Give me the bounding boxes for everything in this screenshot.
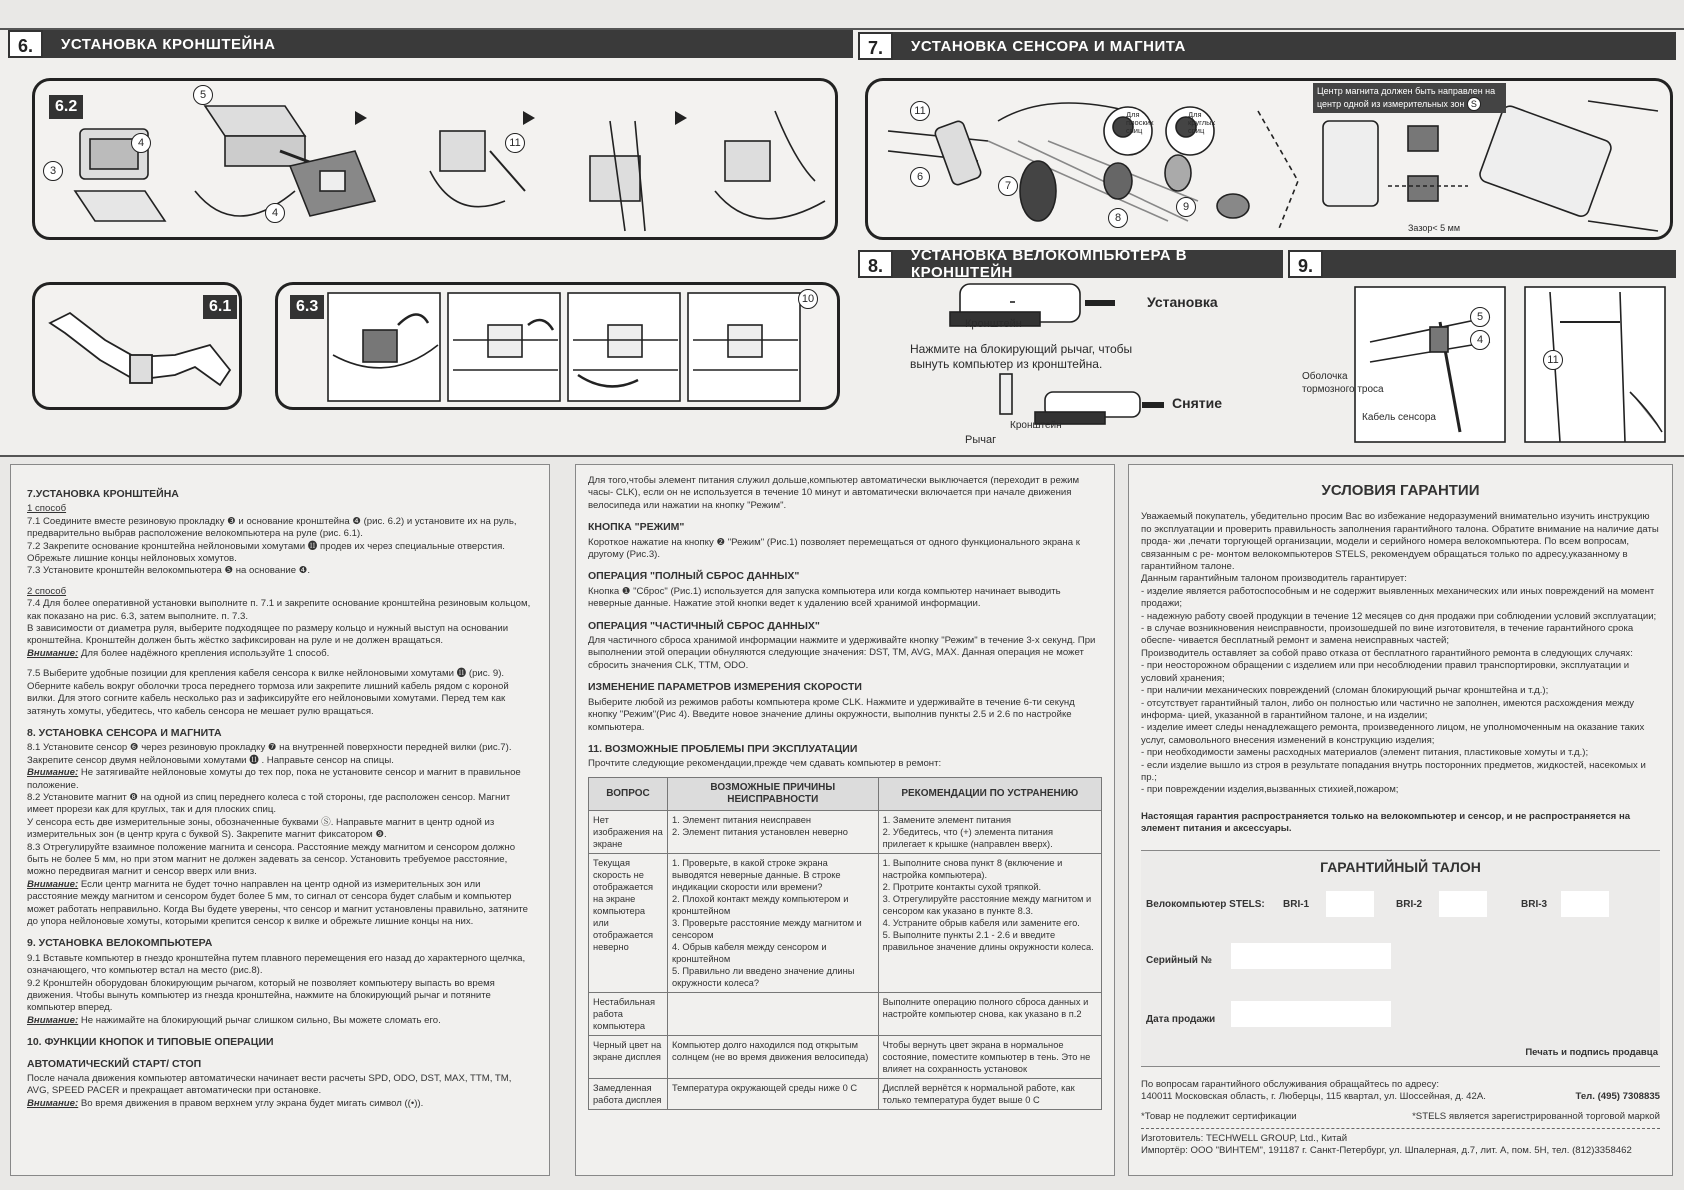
callout-11: 11 [1543,350,1563,370]
warranty-condition: - в случае возникновения неисправности, произошедшей по вине изготовителя, в течение гарантийного срока обеспе- чивается бесплатный ремонт и замена неисправных частей; [1141,623,1634,647]
section-heading: ОПЕРАЦИЯ "ПОЛНЫЙ СБРОС ДАННЫХ" [588,570,800,583]
figure-8-area [860,282,1280,450]
cert-line [1141,1111,1660,1123]
callout-8: 8 [1108,208,1128,228]
paragraph: Короткое нажатие на кнопку ❷ "Режим" (Рис.1) позволяет перемещаться от одного функционального экрана к другому (Рис.3). [588,536,1080,561]
remove-arrow-icon [1142,402,1164,408]
lever-label: Рычаг [965,434,997,446]
importer: Импортёр: ООО "ВИНТЕМ", 191187 г. Санкт-Петербург, ул. Шпалерная, д.7, лит. А, пом. 5Н, тел. (812)3358462 [1141,1145,1632,1157]
section-number: 6. [8,30,43,58]
warranty-condition: Данным гарантийным талоном производитель гарантирует: [1141,573,1407,585]
table-row [589,810,1102,853]
warranty-title: УСЛОВИЯ ГАРАНТИИ [1321,482,1480,499]
warranty-condition: - при необходимости замены расходных материалов (элемент питания, пластиковые хомуты и т.д.); [1141,747,1589,759]
section-heading: 10. ФУНКЦИИ КНОПОК И ТИПОВЫЕ ОПЕРАЦИИ [27,1036,274,1049]
paragraph: В зависимости от диаметра руля, выберите подходящее по размеру кольцо и нужный выступ на основании кронштейна. Кронштейн должен быть жёстко зафиксирован на руле и не должен вращаться. [27,623,509,647]
magnet-center-text: Центр магнита должен быть направлен на центр одной из измерительных зон [1317,86,1496,109]
section-heading: 9. УСТАНОВКА ВЕЛОКОМПЬЮТЕРА [27,937,213,950]
callout-10: 10 [798,289,818,309]
warranty-conditions [1141,573,1660,796]
gap-label: Зазор< 5 мм [1408,223,1461,233]
section-number: 7. [858,32,893,60]
paragraph: 2 способ [27,585,67,597]
warning-text: Не затягивайте нейлоновые хомуты до тех пор, пока не установите сенсор и магнит в правильное положение. [27,767,521,791]
table-row [589,853,1102,992]
table-cell [668,992,879,1035]
table-cell: 1. Замените элемент питания 2. Убедитесь, что (+) элемента питания прилегает к крышке (направлен вверх). [878,810,1101,853]
paragraph: Выберите любой из режимов работы компьютера кроме CLK. Нажмите и удерживайте в течение 6-ти секунд кнопку "Режим"(Рис 4). Введите новое значение длины окружности, выполнив пункты 2.5 и 2.6 по настройке компьютера. [588,696,1075,733]
magnet-center-note [1313,83,1506,113]
model-label: Велокомпьютер STELS: [1146,898,1265,910]
section-heading: АВТОМАТИЧЕСКИЙ СТАРТ/ СТОП [27,1057,202,1070]
callout-4: 4 [265,203,285,223]
table-cell: Дисплей вернётся к нормальной работе, как только температура будет выше 0 С [878,1078,1101,1109]
warning-text: Во время движения в правом верхнем углу экрана будет мигать символ ((•)). [78,1097,424,1109]
section-heading: КНОПКА "РЕЖИМ" [588,521,685,534]
serial-number-field[interactable] [1231,943,1391,969]
figure-9-area [1290,282,1675,450]
model-bri-3-checkbox[interactable] [1561,891,1609,917]
column-header: ВОЗМОЖНЫЕ ПРИЧИНЫ НЕИСПРАВНОСТИ [668,777,879,810]
callout-3: 3 [43,161,63,181]
divider [1141,1128,1660,1129]
section-title: УСТАНОВКА СЕНСОРА И МАГНИТА [911,37,1186,55]
section-7-header [858,32,1676,60]
paragraph: 9.2 Кронштейн оборудован блокирующим рычагом, который не позволяет компьютеру выпасть во время движения. Чтобы вынуть компьютер из гнезда кронштейна, нажмите на блокирующий рычаг и потяните компьютер вперед. [27,977,495,1014]
figure-6-3-panel [275,282,840,410]
callout-6: 6 [910,167,930,187]
table-cell: 1. Выполните снова пункт 8 (включение и настройка компьютера). 2. Протрите контакты сухой тряпкой. 3. Отрегулируйте расстояние между магнитом и сенсором как указано в пункте 8.3. 4. Устраните обрыв кабеля или замените его. 5. Выполните пункты 2.1 - 2.6 и введите правильное значение длины окружности колеса. [878,853,1101,992]
paragraph: 7.5 Выберите удобные позиции для крепления кабеля сенсора к вилке нейлоновыми хомутами ⓫ (рис. 9). Оберните кабель вокруг оболочки троса переднего тормоза или закрепите лишний кабель рядом с короной вилки. Для этого согните кабель несколько раз и зафиксируйте его нейлоновыми хомутами. Перед тем как затянуть хомуты, убедитесь, что кабель сенсора не мешает рулю вращаться. [27,668,509,717]
paragraph: Кнопка ❶ "Сброс" (Рис.1) используется для запуска компьютера или когда компьютер начинает выводить неверные данные. Нажатие этой кнопки ведет к удалению всей хранимой информации. [588,585,1061,610]
warranty-card-title: ГАРАНТИЙНЫЙ ТАЛОН [1320,858,1481,875]
flat-spokes-label: Для плоских спиц [1126,110,1154,135]
bracket-assembly-drawing [35,81,835,237]
warranty-intro: Уважаемый покупатель, убедительно просим Вас во избежание недоразумений внимательно изучить инструкцию по эксплуатации и проверить правильность заполнения гарантийного талона. Обратите внимание на наличие даты прода- жи ,печати торгующей организации, модели и серийного номера велокомпьютера. По всем вопросам, связанным с ре- монтом велокомпьютеров STELS, рекомендуем обращаться только по адресу,указанному в гарантийном талоне. [1141,511,1659,573]
warranty-card [1141,850,1660,1067]
model-bri-3-label: BRI-3 [1521,898,1548,910]
warning-label: Внимание: [27,767,79,779]
table-cell: Компьютер долго находился под открытым солнцем (не во время движения велосипеда) [668,1035,879,1078]
bracket-label: Кронштейн [1010,420,1062,431]
section-8-header [858,247,1283,281]
warning-text: Не нажимайте на блокирующий рычаг слишком сильно, Вы можете сломать его. [78,1014,441,1026]
model-bri-1-label: BRI-1 [1283,898,1310,910]
table-cell: Черный цвет на экране дисплея [589,1035,668,1078]
section-heading: 7.УСТАНОВКА КРОНШТЕЙНА [27,488,179,500]
column-header: РЕКОМЕНДАЦИИ ПО УСТРАНЕНИЮ [878,777,1101,810]
callout-11: 11 [910,101,930,121]
paragraph [27,1098,533,1110]
warranty-column [1128,464,1673,1176]
figure-label: 6.2 [49,95,83,119]
paragraph [27,767,533,792]
paragraph: 7.3 Установите кронштейн велокомпьютера ❺ на основание ❹. [27,565,311,577]
section-number: 8. [858,250,893,278]
table-cell: Нет изображения на экране [589,810,668,853]
model-bri-2-label: BRI-2 [1396,898,1423,910]
paragraph: 7.4 Для более оперативной установки выполните п. 7.1 и закрепите основание кронштейна резиновым кольцом, как показано на рис. 6.3, затем выполните. п. 7.3. [27,598,531,622]
warranty-condition: - при повреждении изделия,вызванных стихией,пожаром; [1141,784,1399,796]
paragraph [27,648,533,660]
callout-5: 5 [1470,307,1490,327]
warranty-condition: - изделие имеет следы ненадлежащего ремонта, произведенного лицом, не уполномоченным на оказание таких услуг, самовольного внесения изменений в конструкцию изделия; [1141,722,1645,746]
sale-date-label: Дата продажи [1146,1013,1216,1025]
sensor-cable-label: Кабель сенсора [1362,412,1436,423]
section-heading: ИЗМЕНЕНИЕ ПАРАМЕТРОВ ИЗМЕРЕНИЯ СКОРОСТИ [588,681,862,694]
paragraph: 9.1 Вставьте компьютер в гнездо кронштейна путем плавного перемещения его назад до характерного щелчка, означающего, что компьютер встал на место (рис.8). [27,952,526,977]
service-address-line [1141,1091,1660,1103]
paragraph: Прочтите следующие рекомендации,прежде чем сдавать компьютер в ремонт: [588,758,942,770]
round-spokes-label: Для круглых спиц [1188,110,1216,135]
warning-label: Внимание: [27,647,79,659]
callout-5: 5 [193,85,213,105]
troubleshooting-table [588,777,1102,1110]
warranty-condition: Производитель оставляет за собой право отказа от бесплатного гарантийного ремонта в следующих случаях: [1141,647,1633,659]
callout-s: S [1467,97,1481,111]
warranty-condition: - при неосторожном обращении с изделием или при несоблюдении правил транспортировки, эксплуатации и условий хранения; [1141,660,1630,684]
table-header-row [589,777,1102,810]
sensor-magnet-drawing [868,81,1670,237]
table-cell: Температура окружающей среды ниже 0 С [668,1078,879,1109]
table-row [589,992,1102,1035]
warranty-condition: - отсутствует гарантийный талон, либо он полностью или частично не заполнен, имеются расхождения между информа- цией, указанной в гарантийном талоне, и на изделии; [1141,697,1635,721]
callout-4: 4 [131,133,151,153]
install-label: Установка [1147,294,1218,310]
manufacturer: Изготовитель: TECHWELL GROUP, Ltd., Китай [1141,1132,1348,1144]
handlebar-drawing [35,285,240,405]
table-row [589,1035,1102,1078]
sale-date-field[interactable] [1231,1001,1391,1027]
stamp-signature-label: Печать и подпись продавца [1525,1046,1658,1058]
cert-note: *Товар не подлежит сертификации [1141,1111,1297,1123]
paragraph: 8.3 Отрегулируйте взаимное положение магнита и сенсора. Расстояние между магнитом и сенсором должно быть не более 5 мм, но при этом магнит не должен задевать за сенсор. Установить требуемое расстояние, можно передвигая магнит и сенсор вверх или вниз. [27,841,516,878]
release-instruction: Нажмите на блокирующий рычаг, чтобы вынуть компьютер из кронштейна. [910,342,1133,371]
paragraph: 8.1 Установите сенсор ❻ через резиновую прокладку ❼ на внутренней поверхности передней вилки (рис.7). Закрепите сенсор двумя нейлоновыми хомутами ⓫ . Направьте сенсор на спицы. [27,742,512,766]
section-title: УСТАНОВКА ВЕЛОКОМПЬЮТЕРА В КРОНШТЕЙН [911,247,1188,281]
callout-9: 9 [1176,197,1196,217]
bracket-label: Кронштейн [965,318,1022,330]
table-row [589,1078,1102,1109]
paragraph: 8.2 Установите магнит ❽ на одной из спиц переднего колеса с той стороны, где расположен сенсор. Магнит имеет прорези как для круглых, так и для плоских спиц. [27,791,511,816]
warning-text: Если центр магнита не будет точно направлен на центр одной из измерительных зон или расстояние между магнитом и сенсором будет более 5 мм, то сигнал от сенсора будет слабым и компьютер может работать неправильно. Когда Вы будете уверены, что сенсор и магнит установлены правильно, затяните до упора нейлоновые хомуты, которыми крепится сенсор к вилке и обрежьте лишние концы на них. [27,878,528,927]
warranty-condition: - при наличии механических повреждений (сломан блокирующий рычаг кронштейна и т.д.); [1141,685,1549,697]
warning-label: Внимание: [27,878,79,890]
paragraph [27,1015,533,1027]
warning-label: Внимание: [27,1097,79,1109]
install-arrow-icon [1085,300,1115,306]
paragraph: 7.1 Соедините вместе резиновую прокладку ❸ и основание кронштейна ❹ (рис. 6.2) и установите их на руль, предварительно выбрав расположение велокомпьютера на руле (рис. 6.1). [27,515,517,540]
model-bri-2-checkbox[interactable] [1439,891,1487,917]
rubber-ring-mount-drawing [278,285,838,407]
step-arrow-icon [523,111,535,125]
model-bri-1-checkbox[interactable] [1326,891,1374,917]
table-cell: 1. Элемент питания неисправен 2. Элемент питания установлен неверно [668,810,879,853]
paragraph: 7.2 Закрепите основание кронштейна нейлоновыми хомутами ⓫ продев их через специальные отверстия. Обрежьте лишние концы нейлоновых хомутов. [27,540,505,565]
warning-text: Для более надёжного крепления используйте 1 способ. [78,647,330,659]
column-1-text [10,464,550,1176]
figure-label: 6.3 [290,295,324,319]
table-cell: Нестабильная работа компьютера [589,992,668,1035]
section-9-header [1288,250,1676,278]
table-cell: Выполните операцию полного сброса данных и настройте компьютер снова, как указано в п.2 [878,992,1101,1035]
table-cell: Замедленная работа дисплея [589,1078,668,1109]
warranty-note: Настоящая гарантия распространяется только на велокомпьютер и сенсор, и не распространяется на элемент питания и аксессуары. [1141,810,1631,835]
column-2-paragraphs [588,475,1102,771]
warranty-condition: - изделие является работоспособным и не содержит выявленных механических или иных повреждений на момент продажи; [1141,585,1655,610]
figure-7-panel [865,78,1673,240]
serial-number-label: Серийный № [1146,954,1212,966]
section-6-header [8,30,853,58]
table-cell: Чтобы вернуть цвет экрана в нормальное состояние, поместите компьютер в тень. Это не влияет на сохранность установок [878,1035,1101,1078]
step-arrow-icon [355,111,367,125]
paragraph: После начала движения компьютер автоматически начинает вести расчеты SPD, ODO, DST, MAX, TTM, TM, AVG, SPEED PACER и прекращает автоматически при остановке. [27,1073,512,1097]
section-title: УСТАНОВКА КРОНШТЕЙНА [61,35,276,53]
column-2-text [575,464,1115,1176]
warranty-condition: - если изделие вышло из строя в результате попадания внутрь посторонних предметов, жидкостей, насекомых и пр.; [1141,759,1646,783]
service-contact: По вопросам гарантийного обслуживания обращайтесь по адресу: [1141,1078,1439,1090]
table-cell: Текущая скорость не отображается на экране компьютера или отображается неверно [589,853,668,992]
figure-6-1-panel [32,282,242,410]
paragraph: 1 способ [27,503,67,515]
column-header: ВОПРОС [589,777,668,810]
callout-11: 11 [505,133,525,153]
warning-label: Внимание: [27,1014,79,1026]
step-arrow-icon [675,111,687,125]
service-phone: Тел. (495) 7308835 [1575,1090,1660,1102]
trademark-note: *STELS является зарегистрированной торговой маркой [1412,1111,1660,1123]
paragraph: Для частичного сброса хранимой информации нажмите и удерживайте кнопку "Режим" в течение 3-х секунд. При выполнении этой операции обнуляются следующие значения: DST, TM, AVG, MAX. Данная операция не может сбросить значения CLK, TTM, ODO. [588,635,1096,671]
section-heading: 8. УСТАНОВКА СЕНСОРА И МАГНИТА [27,726,222,739]
warranty-condition: - надежную работу своей продукции в течение 12 месяцев со дня продажи при соблюдении условий эксплуатации; [1141,610,1657,622]
paragraph [27,879,533,929]
brake-sheath-label: Оболочка тормозного троса [1302,371,1384,395]
service-address: 140011 Московская область, г. Люберцы, 115 квартал, ул. Шоссейная, д. 42А. [1141,1090,1486,1102]
figure-label: 6.1 [203,295,237,319]
callout-7: 7 [998,176,1018,196]
figure-6-2-panel [32,78,838,240]
section-number: 9. [1288,250,1323,278]
section-heading: ОПЕРАЦИЯ "ЧАСТИЧНЫЙ СБРОС ДАННЫХ" [588,619,820,632]
remove-label: Снятие [1172,395,1222,411]
paragraph: Для того,чтобы элемент питания служил дольше,компьютер автоматически выключается (переходит в режим часы- CLK), если он не используется в течение 10 минут и автоматически включается при начале движения велосипеда или нажатии на кнопку "Режим". [588,475,1080,511]
table-cell: 1. Проверьте, в какой строке экрана выводятся неверные данные. В строке индикации скорости или времени? 2. Плохой контакт между компьютером и кронштейном 3. Проверьте расстояние между магнитом и сенсором 4. Обрыв кабеля между сенсором и кронштейном 5. Правильно ли введено значение длины окружности колеса? [668,853,879,992]
section-heading: 11. ВОЗМОЖНЫЕ ПРОБЛЕМЫ ПРИ ЭКСПЛУАТАЦИИ [588,742,858,755]
callout-4: 4 [1470,330,1490,350]
paragraph: У сенсора есть две измерительные зоны, обозначенные буквами Ⓢ. Направьте магнит в центр одной из измерительных зон (в центр круга с буквой S). Закрепите магнит фиксатором ❾. [27,816,495,841]
